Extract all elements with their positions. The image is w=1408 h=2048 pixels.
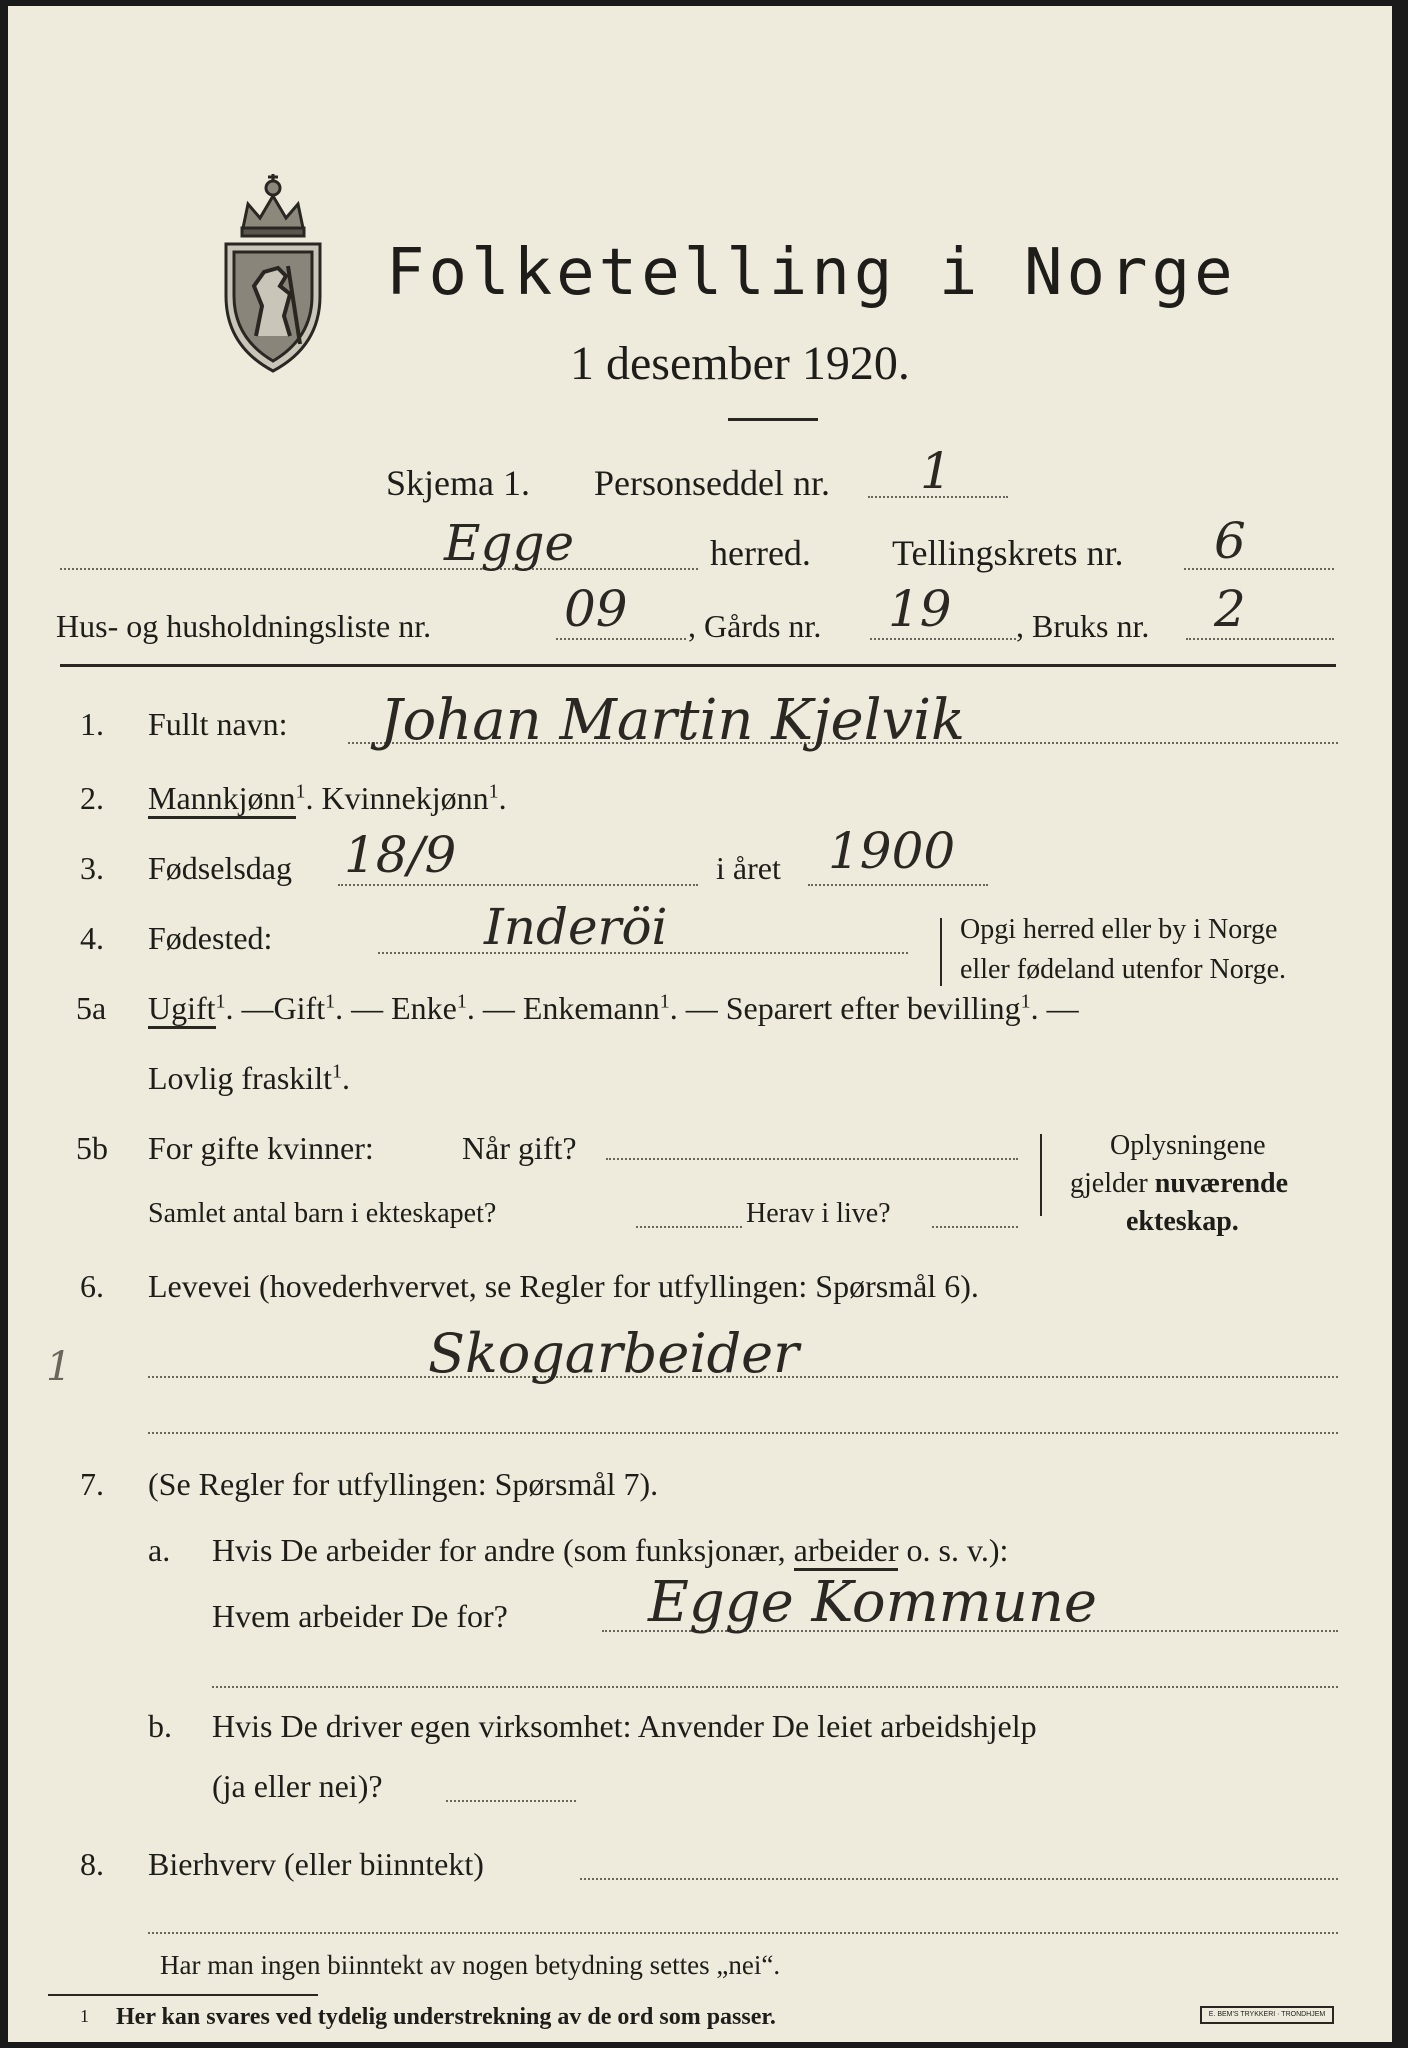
footnote-text: Her kan svares ved tydelig understrekning av de ord som passer. bbox=[116, 2004, 776, 2030]
q5b-samlet-line bbox=[636, 1226, 742, 1228]
q2-options: Mannkjønn$^1$. Kvinnekjønn$^1$. bbox=[148, 780, 507, 817]
q5b-note-bold: nuværende bbox=[1154, 1168, 1289, 1199]
tellingskrets-line bbox=[1184, 568, 1334, 570]
option-ugift[interactable]: Ugift bbox=[148, 990, 216, 1029]
q3-line bbox=[338, 884, 698, 886]
q8-number: 8. bbox=[80, 1846, 104, 1882]
q5a-number: 5a bbox=[76, 990, 107, 1026]
option-lovlig-fraskilt[interactable]: Lovlig fraskilt bbox=[148, 1060, 332, 1096]
q5b-naar-label: Når gift? bbox=[462, 1130, 577, 1166]
q4-label: Fødested: bbox=[148, 920, 273, 956]
footnote-divider bbox=[48, 1994, 318, 1996]
q7b-letter: b. bbox=[148, 1708, 172, 1744]
q5b-note-line2: gjelder nuværende bbox=[1070, 1168, 1289, 1199]
q8-line2 bbox=[148, 1932, 1338, 1934]
gards-value[interactable]: 19 bbox=[888, 580, 952, 638]
q5b-label: For gifte kvinner: bbox=[148, 1130, 374, 1166]
q1-label: Fullt navn: bbox=[148, 706, 288, 742]
q7a-line2 bbox=[212, 1686, 1338, 1688]
q3-value[interactable]: 18/9 bbox=[344, 826, 457, 884]
skjema-label: Skjema 1. bbox=[386, 463, 530, 503]
bruks-label: , Bruks nr. bbox=[1016, 608, 1150, 644]
gards-line bbox=[870, 638, 1016, 640]
q6-margin-mark: 1 bbox=[46, 1344, 72, 1390]
herred-line bbox=[60, 568, 698, 570]
q7b-text: Hvis De driver egen virksomhet: Anvender De leiet arbeidshjelp bbox=[212, 1708, 1037, 1744]
q7a-text: Hvis De arbeider for andre (som funksjonær, arbeider o. s. v.): bbox=[212, 1532, 1008, 1569]
q5b-brace bbox=[1040, 1134, 1052, 1216]
q5b-note-line1: Oplysningene bbox=[1110, 1130, 1266, 1161]
census-form bbox=[8, 6, 1392, 2042]
herred-label: herred. bbox=[710, 533, 811, 573]
q7-label: (Se Regler for utfyllingen: Spørsmål 7). bbox=[148, 1466, 659, 1502]
form-title: Folketelling i Norge bbox=[386, 236, 1237, 310]
q6-label: Levevei (hovederhvervet, se Regler for utfyllingen: Spørsmål 6). bbox=[148, 1268, 979, 1304]
option-separert[interactable]: Separert efter bevilling bbox=[725, 990, 1021, 1026]
q8-label: Bierhverv (eller biinntekt) bbox=[148, 1846, 484, 1882]
personseddel-value[interactable]: 1 bbox=[920, 442, 952, 500]
q4-number: 4. bbox=[80, 920, 104, 956]
title-divider bbox=[728, 418, 818, 421]
hus-value[interactable]: 09 bbox=[564, 580, 628, 638]
q4-note-line1: Opgi herred eller by i Norge bbox=[960, 914, 1278, 945]
header-divider bbox=[60, 664, 1336, 667]
q3-year-value[interactable]: 1900 bbox=[828, 822, 956, 880]
option-kvinnekjonn[interactable]: Kvinnekjønn bbox=[321, 780, 489, 816]
footer-note: Har man ingen biinntekt av nogen betydning settes „nei“. bbox=[160, 1950, 781, 1980]
census-date: 1 desember 1920. bbox=[570, 337, 910, 390]
personseddel-label: Personseddel nr. bbox=[594, 463, 830, 503]
q7a-question: Hvem arbeider De for? bbox=[212, 1598, 508, 1634]
printer-stamp: E. BEM'S TRYKKERI · TRONDHJEM bbox=[1200, 2006, 1334, 2024]
q5b-herav-label: Herav i live? bbox=[746, 1198, 891, 1229]
q6-number: 6. bbox=[80, 1268, 104, 1304]
q7-number: 7. bbox=[80, 1466, 104, 1502]
hus-label: Hus- og husholdningsliste nr. bbox=[56, 608, 432, 644]
tellingskrets-label: Tellingskrets nr. bbox=[892, 533, 1124, 573]
q4-brace bbox=[940, 918, 952, 986]
q6-value[interactable]: Skogarbeider bbox=[428, 1322, 799, 1385]
q8-line1 bbox=[580, 1878, 1338, 1880]
q4-note-line2: eller fødeland utenfor Norge. bbox=[960, 954, 1287, 985]
q2-number: 2. bbox=[80, 780, 104, 816]
q7a-letter: a. bbox=[148, 1532, 171, 1568]
q3-number: 3. bbox=[80, 850, 104, 886]
q5b-naar-line bbox=[606, 1158, 1018, 1160]
herred-value[interactable]: Egge bbox=[444, 514, 575, 572]
q5a-option-lovlig: Lovlig fraskilt$^1$. bbox=[148, 1060, 350, 1096]
option-enke[interactable]: Enke bbox=[391, 990, 457, 1026]
gards-label: , Gårds nr. bbox=[688, 608, 822, 644]
coat-of-arms-icon bbox=[218, 166, 328, 376]
q5b-number: 5b bbox=[76, 1130, 108, 1166]
option-gift[interactable]: Gift bbox=[273, 990, 326, 1026]
q5b-samlet-label: Samlet antal barn i ekteskapet? bbox=[148, 1198, 497, 1229]
q6-line2 bbox=[148, 1432, 1338, 1434]
q2-footnote-ref: 1 bbox=[295, 780, 306, 803]
q7b-line bbox=[446, 1800, 576, 1802]
q5b-herav-line bbox=[932, 1226, 1018, 1228]
q3-year-label: i året bbox=[716, 850, 781, 886]
hus-line bbox=[556, 638, 686, 640]
option-mannkjonn[interactable]: Mannkjønn bbox=[148, 780, 296, 819]
q4-value[interactable]: Inderöi bbox=[484, 898, 668, 956]
q5b-note-line3: ekteskap. bbox=[1126, 1206, 1239, 1237]
q1-number: 1. bbox=[80, 706, 104, 742]
q7a-value[interactable]: Egge Kommune bbox=[648, 1570, 1098, 1635]
bruks-line bbox=[1186, 638, 1334, 640]
bruks-value[interactable]: 2 bbox=[1214, 580, 1246, 638]
tellingskrets-value[interactable]: 6 bbox=[1214, 512, 1246, 570]
footnote-number: 1 bbox=[80, 2006, 89, 2026]
q3-year-line bbox=[808, 884, 988, 886]
q5a-options: Ugift$^1$. —Gift$^1$. — Enke$^1$. — Enkemann$^1$. — Separert efter bevilling$^1$. — bbox=[148, 990, 1079, 1027]
q7a-underlined: arbeider bbox=[794, 1532, 899, 1571]
q7b-question: (ja eller nei)? bbox=[212, 1768, 383, 1804]
option-enkemann[interactable]: Enkemann bbox=[522, 990, 660, 1026]
q3-label: Fødselsdag bbox=[148, 850, 292, 886]
q1-value[interactable]: Johan Martin Kjelvik bbox=[380, 688, 965, 753]
